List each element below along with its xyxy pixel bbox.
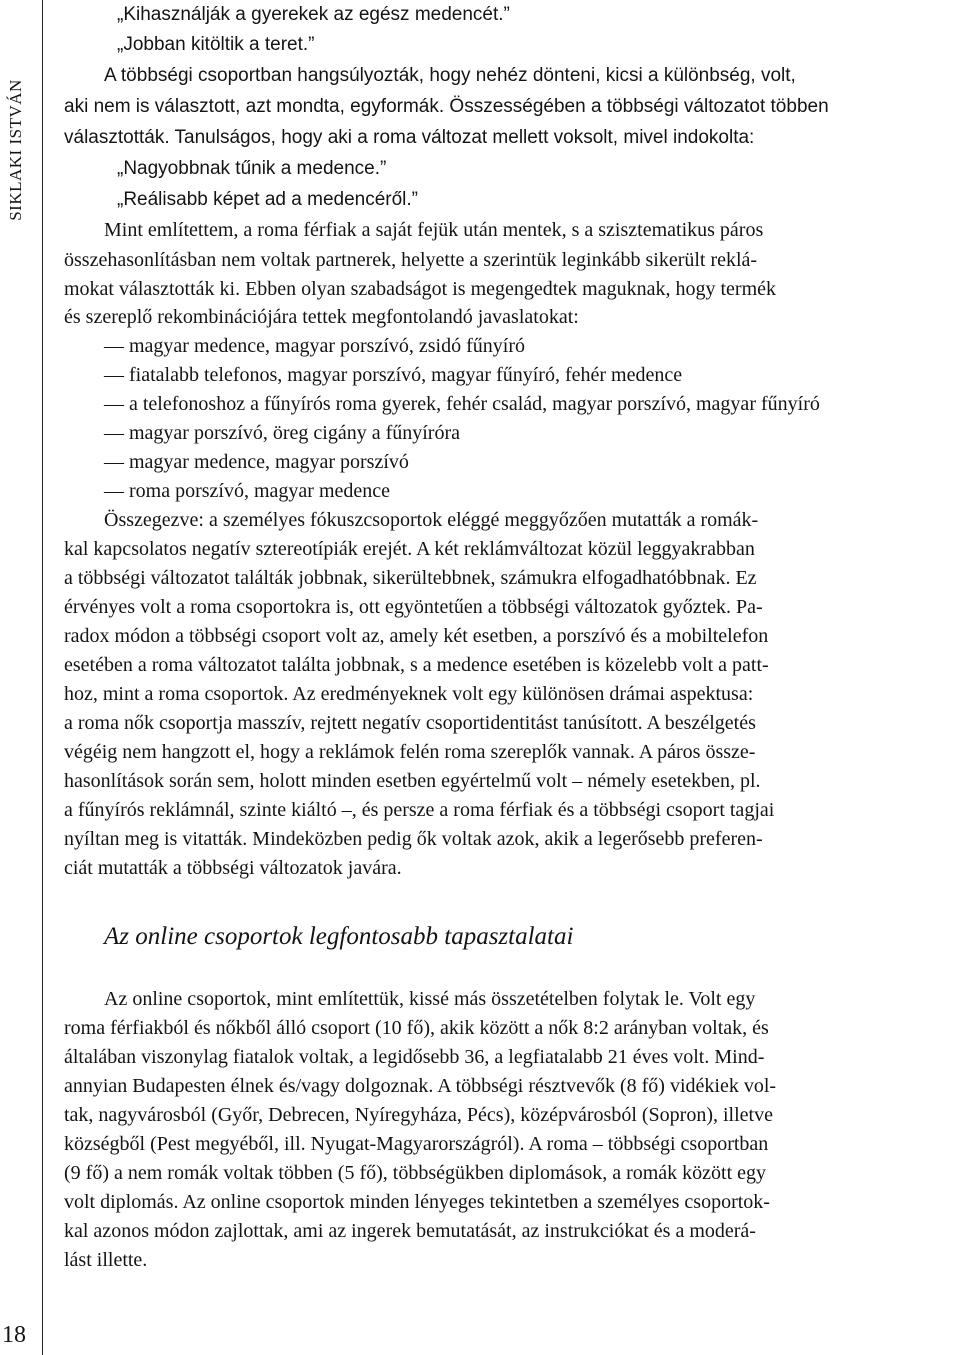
paragraph-line: a roma nők csoportja masszív, rejtett negatív csoportidentitást tanúsított. A beszélgetés bbox=[64, 712, 756, 734]
quote-line: „Kihasználják a gyerekek az egész medencét.” bbox=[117, 4, 510, 25]
page-number: 18 bbox=[2, 1322, 26, 1348]
list-item: — magyar porszívó, öreg cigány a fűnyíróra bbox=[104, 422, 460, 444]
paragraph-line: községből (Pest megyéből, ill. Nyugat-Magyarországról). A roma – többségi csoportban bbox=[64, 1133, 769, 1155]
margin-rule bbox=[42, 0, 43, 1355]
paragraph-line: összehasonlításban nem voltak partnerek, helyette a szerintük leginkább sikerült reklá- bbox=[64, 249, 758, 271]
paragraph-line: tak, nagyvárosból (Győr, Debrecen, Nyíregyháza, Pécs), középvárosból (Sopron), illetve bbox=[64, 1104, 773, 1126]
paragraph-line: általában viszonylag fiatalok voltak, a legidősebb 36, a legfiatalabb 21 éves volt. Mind- bbox=[64, 1046, 765, 1068]
paragraph-line: (9 fő) a nem romák voltak többen (5 fő), többségükben diplomások, a romák között egy bbox=[64, 1162, 767, 1184]
paragraph-line: végéig nem hangzott el, hogy a reklámok felén roma szereplők vannak. A páros össze- bbox=[64, 741, 756, 763]
list-item: — fiatalabb telefonos, magyar porszívó, magyar fűnyíró, fehér medence bbox=[104, 364, 683, 386]
paragraph-line: választották. Tanulságos, hogy aki a roma változat mellett voksolt, mivel indokolta: bbox=[64, 127, 755, 148]
paragraph-line: aki nem is választott, azt mondta, egyformák. Összességében a többségi változatot többen bbox=[64, 96, 829, 117]
list-item: — magyar medence, magyar porszívó, zsidó fűnyíró bbox=[104, 335, 525, 357]
paragraph-line: lást illette. bbox=[64, 1249, 148, 1271]
paragraph-line: roma férfiakból és nőkből álló csoport (10 fő), akik között a nők 8:2 arányban voltak, és bbox=[64, 1017, 769, 1039]
paragraph-line: kal azonos módon zajlottak, ami az ingerek bemutatását, az instrukciókat és a moderá- bbox=[64, 1220, 756, 1242]
paragraph-line: Az online csoportok, mint említettük, kissé más összetételben folytak le. Volt egy bbox=[104, 988, 756, 1010]
paragraph-line: a többségi változatot találták jobbnak, sikerültebbnek, számukra elfogadhatóbbnak. Ez bbox=[64, 567, 757, 589]
paragraph-line: és szereplő rekombinációjára tettek megfontolandó javaslatokat: bbox=[64, 306, 579, 328]
paragraph-line: érvényes volt a roma csoportokra is, ott egyöntetűen a többségi változatok győztek. Pa- bbox=[64, 596, 763, 618]
paragraph-line: Összegezve: a személyes fókuszcsoportok eléggé meggyőzően mutatták a romák- bbox=[104, 509, 759, 531]
list-item: — magyar medence, magyar porszívó bbox=[104, 451, 409, 473]
paragraph-line: a fűnyírós reklámnál, szinte kiáltó –, és persze a roma férfiak és a többségi csoport tagjai bbox=[64, 799, 775, 821]
running-title bbox=[2, 50, 30, 250]
quote-line: „Jobban kitöltik a teret.” bbox=[117, 34, 315, 55]
list-item: — roma porszívó, magyar medence bbox=[104, 480, 391, 502]
paragraph-line: mokat választották ki. Ebben olyan szabadságot is megengedtek maguknak, hogy termék bbox=[64, 278, 777, 300]
paragraph-line: ciát mutatták a többségi változatok javára. bbox=[64, 857, 402, 879]
section-heading: Az online csoportok legfontosabb tapasztalatai bbox=[104, 923, 574, 950]
paragraph-line: kal kapcsolatos negatív sztereotípiák erejét. A két reklámváltozat közül leggyakrabban bbox=[64, 538, 755, 560]
list-item: — a telefonoshoz a fűnyírós roma gyerek, fehér család, magyar porszívó, magyar fűnyíró bbox=[104, 393, 820, 415]
quote-line: „Reálisabb képet ad a medencéről.” bbox=[117, 189, 419, 210]
paragraph-line: nyíltan meg is vitatták. Mindeközben pedig ők voltak azok, akik a legerősebb preferen- bbox=[64, 828, 763, 850]
paragraph-line: hasonlítások során sem, holott minden esetben egyértelmű volt – némely esetekben, pl. bbox=[64, 770, 761, 792]
paragraph-line: A többségi csoportban hangsúlyozták, hogy nehéz dönteni, kicsi a különbség, volt, bbox=[104, 65, 796, 86]
paragraph-line: volt diplomás. Az online csoportok minden lényeges tekintetben a személyes csoportok- bbox=[64, 1191, 770, 1213]
paragraph-line: Mint említettem, a roma férfiak a saját fejük után mentek, s a szisztematikus páros bbox=[104, 219, 764, 241]
paragraph-line: hoz, mint a roma csoportok. Az eredményeknek volt egy különösen drámai aspektusa: bbox=[64, 683, 754, 705]
quote-line: „Nagyobbnak tűnik a medence.” bbox=[117, 158, 387, 179]
paragraph-line: radox módon a többségi csoport volt az, amely két esetben, a porszívó és a mobiltelefon bbox=[64, 625, 769, 647]
paragraph-line: esetében a roma változatot találta jobbnak, s a medence esetében is közelebb volt a patt- bbox=[64, 654, 769, 676]
running-title-text: SIKLAKI ISTVÁN bbox=[6, 79, 26, 221]
paragraph-line: annyian Budapesten élnek és/vagy dolgoznak. A többségi résztvevők (8 fő) vidékiek vol- bbox=[64, 1075, 777, 1097]
